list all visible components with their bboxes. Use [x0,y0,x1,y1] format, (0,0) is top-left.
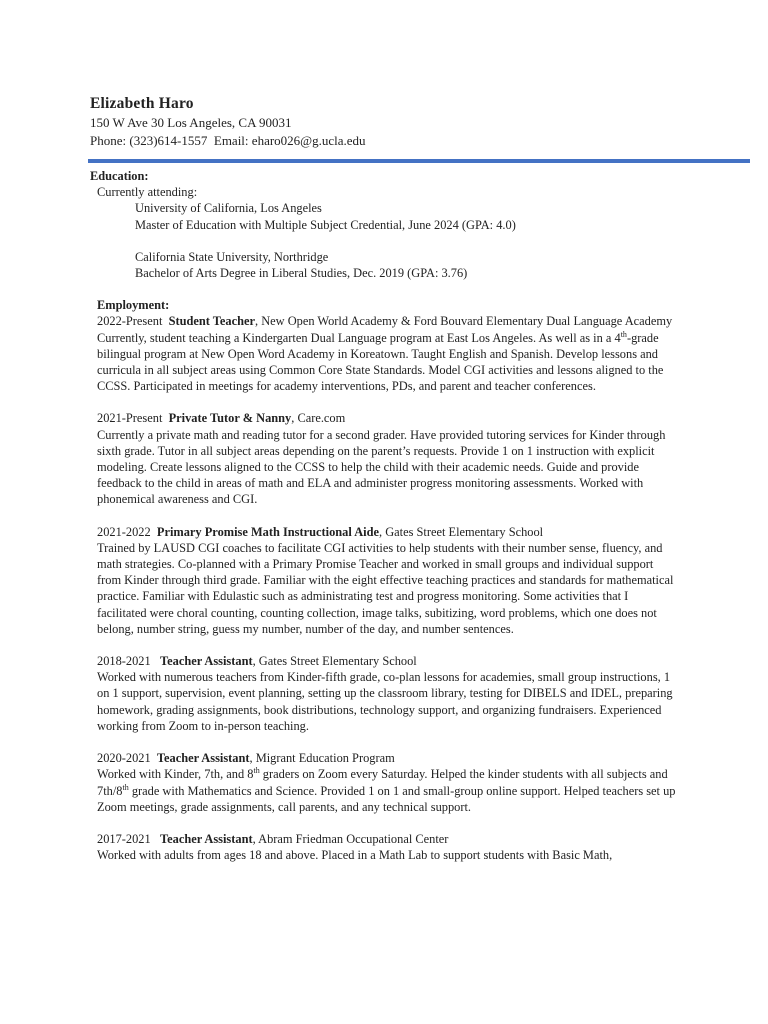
phone-label: Phone: [90,133,127,148]
ordinal-sup: th [620,329,627,339]
job-entry [90,524,680,637]
job-dates: 2020-2021 [97,751,151,766]
job-dates: 2022-Present [97,314,163,329]
job-org: , Abram Friedman Occupational Center [252,831,449,846]
contact-line [90,132,366,150]
job-dates: 2017-2021 [97,831,151,846]
job-description: Trained by LAUSD CGI coaches to facilitate CGI activities to help students with their number sense, fluency, and math strategies. Co-planned with a Primary Promise Teacher and worked in small groups and individual support from Kinder through third grade. Familiar with the eight effective teaching practices and standards for mathematical practice. Familiar with Edulastic such as administrating test and progress monitoring. Some activities that I facilitated were choral counting, counting collection, image talks, subitizing, word problems, which one does not belong, number string, guess my number, number of the day, and number sentences. [97,540,674,636]
employment-section [90,297,680,863]
education-section [90,168,680,281]
candidate-name: Elizabeth Haro [90,95,194,112]
job-desc-part: Worked with Kinder, 7th, and 8 [97,767,254,782]
job-org: , Gates Street Elementary School [252,654,417,669]
phone-number: (323)614-1557 [129,133,208,148]
job-description [97,766,680,815]
job-description [97,330,680,395]
email-address: eharo026@g.ucla.edu [251,133,366,148]
job-org: , Migrant Education Program [249,751,395,766]
header-divider [88,159,750,163]
job-title: Primary Promise Math Instructional Aide [156,524,379,539]
resume-body [90,168,680,863]
job-entry [90,750,680,815]
job-header [97,750,680,766]
job-title: Teacher Assistant [160,654,253,669]
job-org: , New Open World Academy & Ford Bouvard Elementary Dual Language Academy [255,314,673,329]
job-org: , Gates Street Elementary School [379,524,544,539]
job-dates: 2021-2022 [97,524,151,539]
job-dates: 2021-Present [97,411,163,426]
job-entry [90,313,680,394]
job-desc-part: grade with Mathematics and Science. Provided 1 on 1 and small-group online support. Helped teachers set up Zoom meetings, grade assignments, call parents, and any technical support. [97,783,676,814]
job-description: Worked with numerous teachers from Kinder-fifth grade, co-plan lessons for academies, small group instructions, 1 on 1 support, supervision, event planning, setting up the classroom library, testing for DIBELS and IDEL, preparing homework, grading assignments, book distributions, technology support, and organizing fundraisers. Experienced working from Zoom to in-person teaching. [97,670,673,733]
job-description: Worked with adults from ages 18 and above. Placed in a Math Lab to support students with Basic Math, [97,848,613,863]
job-desc-part: graders on Zoom every Saturday. Helped the kinder students with all subjects and 7th/8 [97,767,668,798]
job-desc-part: -grade bilingual program at New Open Word Academy in Koreatown. Taught English and Spanish. Develop lessons and curricula in all subject areas using Common Core State Standards. Model CGI activities and lessons aligned to the CCSS. Participated in meetings for academy interventions, PDs, and parent and teacher conferences. [97,330,664,394]
job-title: Private Tutor & Nanny [168,411,292,426]
job-header [97,313,680,329]
job-header [97,524,680,540]
job-entry [90,410,680,507]
job-entry [90,653,680,734]
employment-heading: Employment: [97,298,170,313]
job-header [97,410,680,426]
address-line: 150 W Ave 30 Los Angeles, CA 90031 [90,115,292,130]
job-org: , Care.com [291,411,346,426]
school-name: University of California, Los Angeles [135,201,322,216]
job-title: Student Teacher [168,314,255,329]
education-heading: Education: [90,169,149,183]
ordinal-sup: th [253,766,260,776]
school-degree: Master of Education with Multiple Subject Credential, June 2024 (GPA: 4.0) [135,217,516,232]
job-desc-part: Currently, student teaching a Kindergarten Dual Language program at East Los Angeles. As well as in a 4 [97,330,621,345]
job-dates: 2018-2021 [97,654,151,669]
job-entry [90,831,680,863]
job-header [97,653,680,669]
resume-header [90,94,366,150]
job-title: Teacher Assistant [160,831,253,846]
job-description: Currently a private math and reading tutor for a second grader. Have provided tutoring services for Kinder through sixth grade. Tutor in all subject areas depending on the parent’s requests. Provide 1 on 1 instruction with explicit modeling. Create lessons aligned to the CCSS to help the child with their academic needs. Guide and provide feedback to the child in areas of math and ELA and administer progress monitoring assessments. Worked with phonemical awareness and CGI. [97,427,666,507]
email-label: Email: [213,133,249,148]
school-degree: Bachelor of Arts Degree in Liberal Studies, Dec. 2019 (GPA: 3.76) [135,266,468,281]
job-title: Teacher Assistant [156,751,250,766]
ordinal-sup: th [122,782,129,792]
job-header [97,831,680,847]
school-name: California State University, Northridge [135,249,329,264]
education-status: Currently attending: [97,185,198,200]
